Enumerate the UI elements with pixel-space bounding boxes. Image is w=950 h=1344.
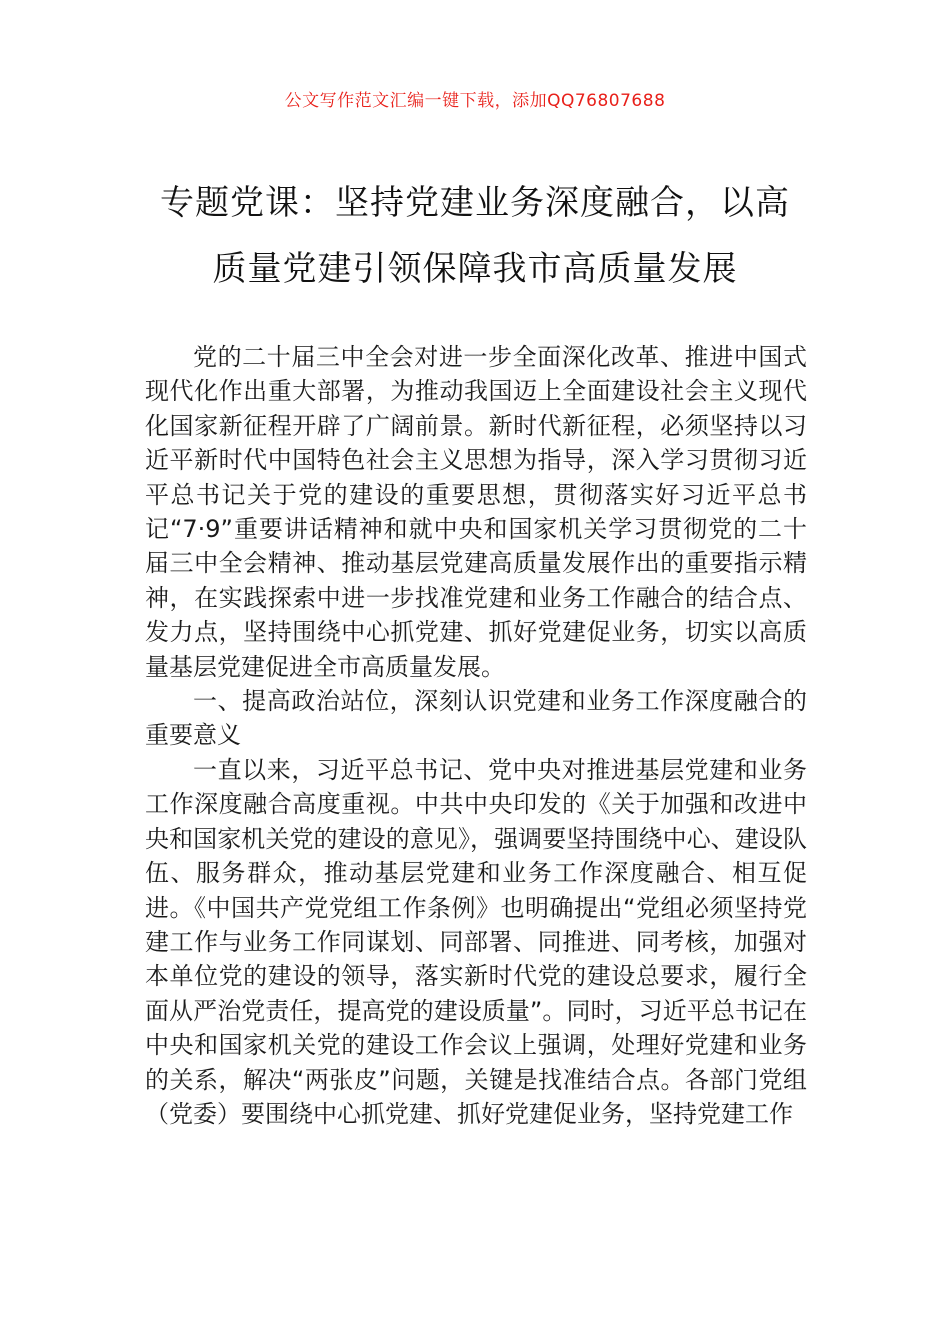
- title-line-1: 专题党课：坚持党建业务深度融合，以高: [160, 183, 790, 223]
- header-download-note: 公文写作范文汇编一键下载，添加QQ76807688: [284, 91, 666, 111]
- body-paragraph: 一直以来，习近平总书记、党中央对推进基层党建和业务工作深度融合高度重视。中共中央印发的《关于加强和改进中央和国家机关党的建设的意见》，强调要坚持围绕中心、建设队伍、服务群众，推动基层党建和业务工作深度融合、相互促进。《中国共产党党组工作条例》也明确提出“党组必须坚持党建工作与业务工作同谋划、同部署、同推进、同考核，加强对本单位党的建设的领导，落实新时代党的建设总要求，履行全面从严治党责任，提高党的建设质量”。同时，习近平总书记在中央和国家机关党的建设工作会议上强调，处理好党建和业务的关系，解决“两张皮”问题，关键是找准结合点。各部门党组（党委）要围绕中心抓党建、抓好党建促业务，坚持党建工作: [145, 755, 807, 1128]
- document-title: [150, 170, 800, 302]
- document-body: [145, 340, 807, 1131]
- title-line-2: 质量党建引领保障我市高质量发展: [212, 249, 738, 289]
- section-heading: 一、提高政治站位，深刻认识党建和业务工作深度融合的重要意义: [145, 687, 807, 750]
- intro-paragraph: 党的二十届三中全会对进一步全面深化改革、推进中国式现代化作出重大部署，为推动我国迈上全面建设社会主义现代化国家新征程开辟了广阔前景。新时代新征程，必须坚持以习近平新时代中国特色社会主义思想为指导，深入学习贯彻习近平总书记关于党的建设的重要思想，贯彻落实好习近平总书记“7·9”重要讲话精神和就中央和国家机关学习贯彻党的二十届三中全会精神、推动基层党建高质量发展作出的重要指示精神，在实践探索中进一步找准党建和业务工作融合的结合点、发力点，坚持围绕中心抓党建、抓好党建促业务，切实以高质量基层党建促进全市高质量发展。: [145, 343, 807, 681]
